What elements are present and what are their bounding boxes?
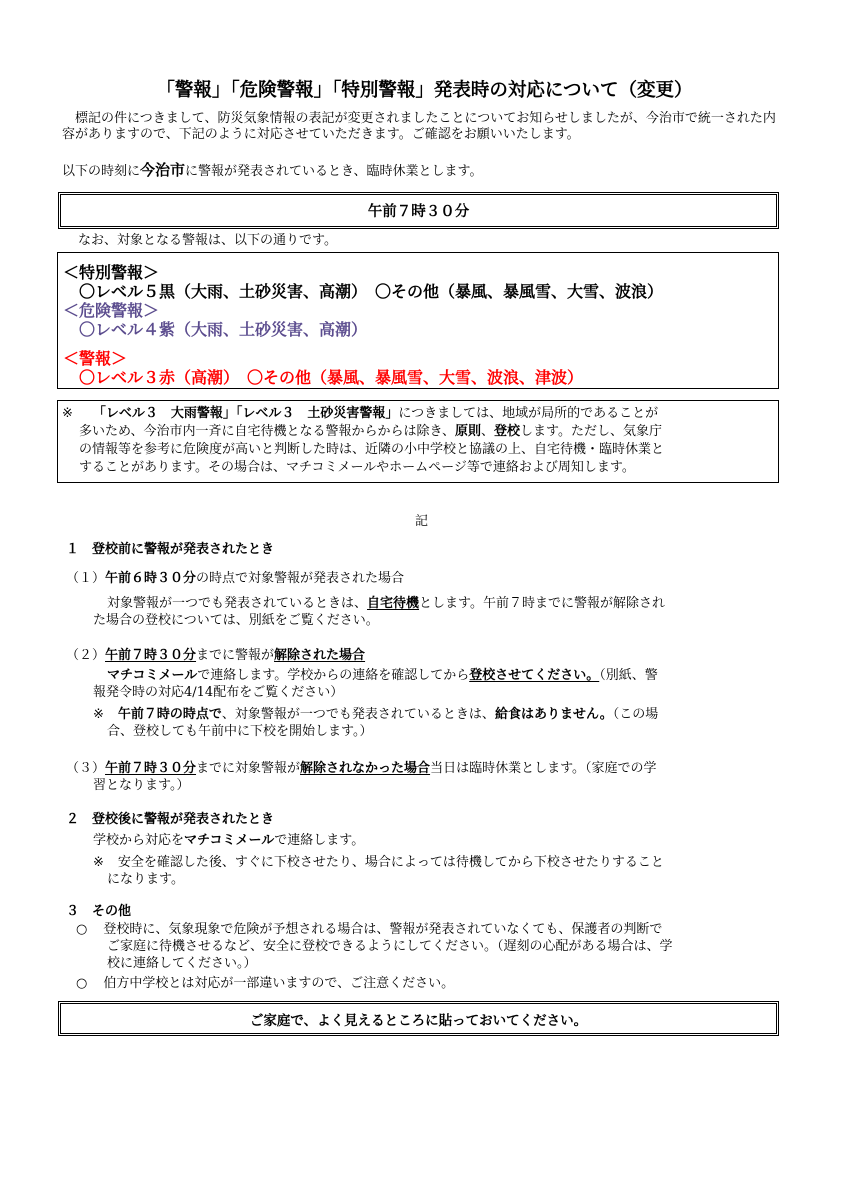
notice-line-1 — [62, 406, 658, 422]
notice-line-4: することがあります。その場合は、マチコミメールやホームページ等で連絡および周知します。 — [79, 460, 635, 475]
item2-please-attend: 登校させてください。 — [469, 668, 600, 683]
item2-detail-mid: で連絡します。学校からの連絡を確認してから — [197, 668, 470, 683]
item2-machicomi: マチコミメール — [107, 668, 198, 683]
item3-time: 午前７時３０分 — [105, 761, 197, 776]
section2-heading: ２ 登校後に警報が発表されたとき — [66, 812, 275, 827]
item2-time: 午前７時３０分 — [105, 648, 197, 663]
intro-paragraph: 標記の件につきまして、防災気象情報の表記が変更されましたことについてお知らせしましたが、今治市で統一された内容がありますので、下記のように対応させていただきます。ご確認をお願いいたします。 — [62, 111, 776, 142]
time-box-label: 午前７時３０分 — [367, 204, 470, 220]
item1-detail-1 — [107, 596, 665, 612]
item3-detail-2: 習となります。） — [93, 778, 190, 793]
item2-note-bold: 午前７時の時点で — [117, 707, 222, 722]
item3-line — [66, 761, 657, 777]
item1-number: （１） — [66, 571, 106, 586]
special-warning-levels: 〇レベル５黒（大雨、土砂災害、高潮） 〇その他（暴風、暴風雪、大雪、波浪） — [79, 282, 664, 301]
item2-condition: 解除された場合 — [274, 648, 366, 663]
section3-bullet1-line1 — [76, 922, 662, 938]
danger-warning-heading: ＜危険警報＞ — [63, 301, 160, 320]
notice-mark: ※ — [62, 406, 73, 421]
section2-post: で連絡します。 — [274, 833, 365, 848]
item2-number: （２） — [66, 648, 106, 663]
section2-note-1 — [93, 855, 664, 871]
item2-note-mark: ※ — [93, 707, 104, 722]
intro-line-pre: 以下の時刻に — [62, 164, 141, 179]
notice-l2-pre: 多いため、今治市内一斉に自宅待機となる警報からからは除き、 — [79, 424, 455, 439]
item1-text: の時点で対象警報が発表された場合 — [196, 571, 405, 586]
section3-bullet1-line3: 校に連絡してください。） — [107, 956, 257, 971]
ki-label: 記 — [415, 514, 429, 529]
city-name: 今治市 — [140, 161, 186, 179]
footer-box-label: ご家庭で、よく見えるところに貼っておいてください。 — [249, 1012, 588, 1029]
page-title: 「警報」「危険警報」「特別警報」発表時の対応について（変更） — [156, 80, 693, 101]
item1-detail-pre: 対象警報が一つでも発表されているときは、 — [107, 596, 368, 611]
special-warning-heading: ＜特別警報＞ — [63, 263, 160, 282]
item2-note-2: 合、登校しても午前中に下校を開始します。） — [107, 724, 373, 739]
item1-line — [66, 571, 404, 587]
section2-pre: 学校から対応を — [93, 833, 185, 848]
warning-levels: 〇レベル３赤（高潮） 〇その他（暴風、暴風雪、大雪、波浪、津波） — [79, 368, 584, 387]
notice-line-2 — [79, 424, 662, 440]
item1-detail-2: た場合の登校については、別紙をご覧ください。 — [93, 613, 379, 628]
item2-no-lunch: 給食はありません。 — [494, 707, 613, 722]
notice-l2-post: します。ただし、気象庁 — [520, 424, 662, 439]
item3-mid: までに対象警報が — [196, 761, 301, 776]
item1-home-standby: 自宅待機 — [367, 596, 420, 611]
section2-note-mark: ※ — [93, 855, 104, 870]
notice-l2-sep: 、 — [480, 424, 494, 439]
bullet-icon: ○ — [76, 922, 88, 937]
footer-box — [58, 1001, 779, 1036]
section2-machicomi: マチコミメール — [184, 833, 275, 848]
section2-note-2: になります。 — [107, 872, 184, 887]
item2-mid: までに警報が — [196, 648, 275, 663]
bullet-icon: ○ — [76, 976, 88, 991]
notice-bold-lead: 「レベル３ 大雨警報」「レベル３ 土砂災害警報」 — [92, 406, 399, 421]
notice-l2-bold-principle: 原則 — [454, 424, 481, 439]
item3-number: （３） — [66, 761, 106, 776]
item2-detail-1 — [107, 668, 658, 684]
section2-line — [93, 833, 364, 849]
section3-bullet2 — [76, 976, 454, 992]
notice-l1-rest: につきましては、地域が局所的であることが — [398, 406, 659, 421]
item2-note-1 — [93, 707, 658, 723]
notice-line-3: の情報等を参考に危険度が高いと判断した時は、近隣の小中学校と協議の上、自宅待機・臨時休業と — [79, 442, 665, 457]
item2-note-post: （この場 — [612, 707, 659, 722]
section3-bullet1-line2: ご家庭に待機させるなど、安全に登校できるようにしてください。（遅刻の心配がある場合は、学 — [107, 939, 673, 954]
section3-b1-text: 登校時に、気象現象で危険が予想される場合は、警報が発表されていなくても、保護者の判断で — [103, 922, 663, 937]
danger-warning-levels: 〇レベル４紫（大雨、土砂災害、高潮） — [79, 320, 368, 339]
item3-post: 当日は臨時休業とします。（家庭での学 — [430, 761, 657, 776]
item2-detail-post: （別紙、警 — [599, 668, 658, 683]
time-box — [58, 192, 779, 229]
intro-line — [62, 162, 482, 180]
item2-note-mid: 、対象警報が一つでも発表されているときは、 — [221, 707, 495, 722]
section2-note-text: 安全を確認した後、すぐに下校させたり、場合によっては待機してから下校させたりすること — [117, 855, 664, 870]
item1-time: 午前６時３０分 — [105, 571, 197, 586]
item1-detail-post: とします。午前７時までに警報が解除され — [419, 596, 665, 611]
item2-detail-2: 報発令時の対応4/14配布をご覧ください） — [93, 685, 344, 700]
item3-condition: 解除されなかった場合 — [300, 761, 431, 776]
section1-heading: １ 登校前に警報が発表されたとき — [66, 542, 275, 557]
intro-line-post: に警報が発表されているとき、臨時休業とします。 — [185, 164, 483, 179]
section3-b2-text: 伯方中学校とは対応が一部違いますので、ご注意ください。 — [103, 976, 455, 991]
note-targets: なお、対象となる警報は、以下の通りです。 — [78, 233, 337, 248]
item2-line — [66, 648, 365, 664]
notice-l2-bold-attend: 登校 — [494, 424, 521, 439]
section3-heading: ３ その他 — [66, 904, 132, 919]
warning-heading: ＜警報＞ — [63, 349, 128, 368]
